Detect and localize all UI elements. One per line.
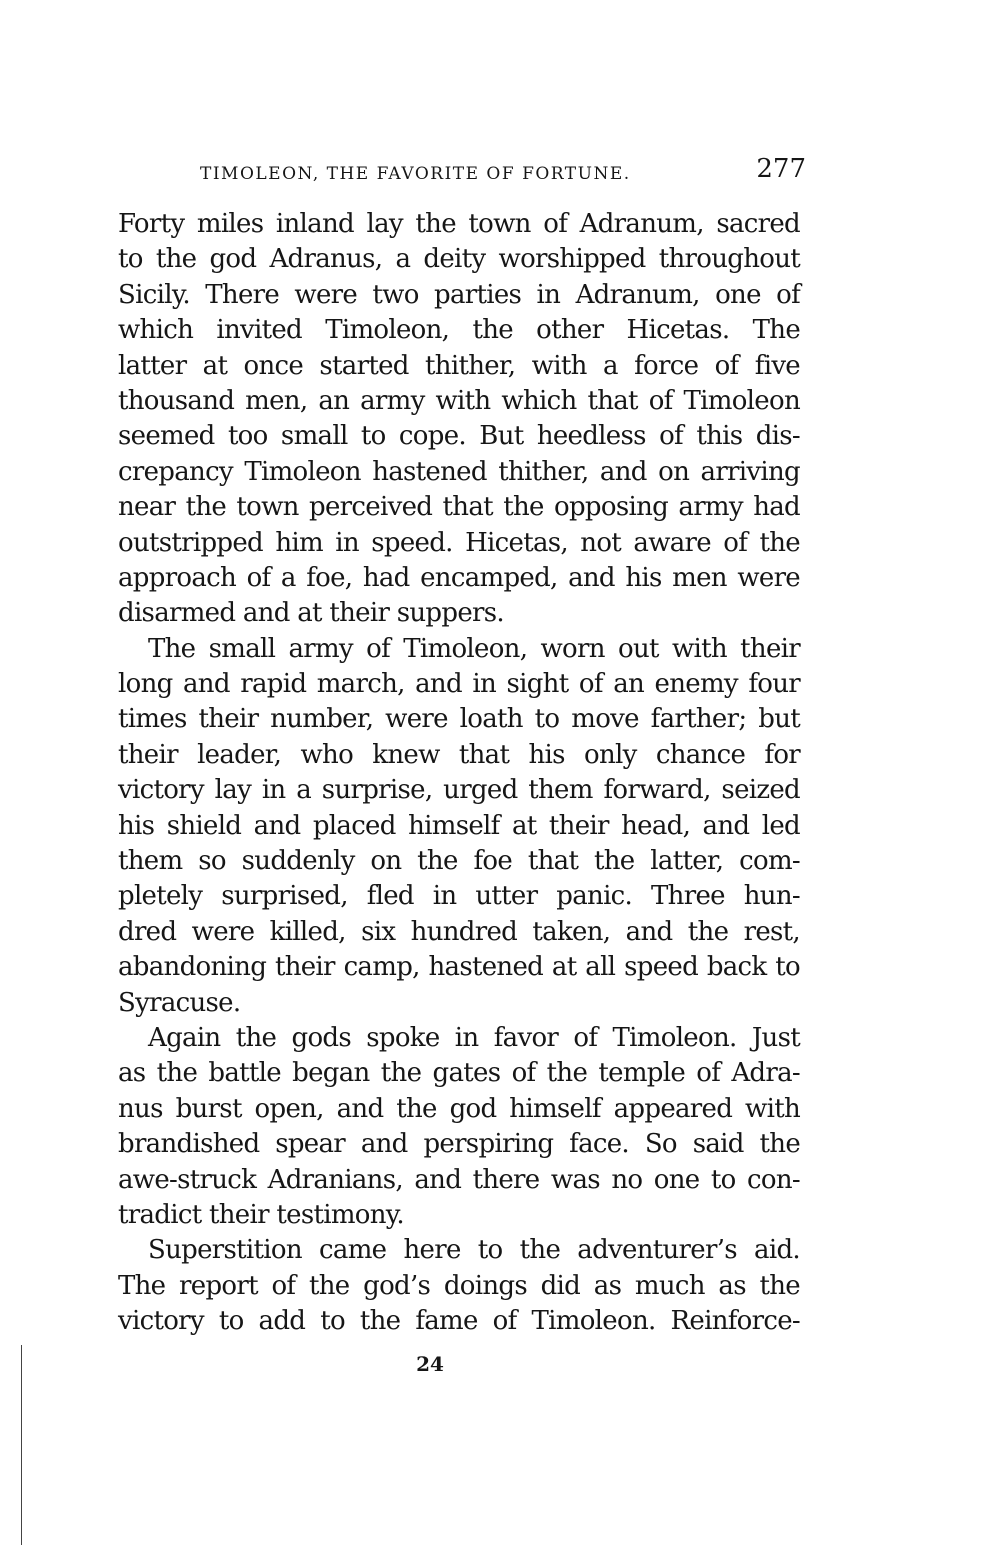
text-line: brandished spear and perspiring face. So said the: [118, 1129, 800, 1160]
text-line: The small army of Timoleon, worn out with their: [148, 633, 800, 664]
text-line: disarmed and at their suppers.: [118, 598, 504, 629]
text-line: near the town perceived that the opposing army had: [118, 492, 800, 523]
running-header: [200, 150, 806, 190]
text-line: their leader, who knew that his only chance for: [118, 739, 800, 770]
signature-mark: 24: [416, 1352, 444, 1376]
text-line: crepancy Timoleon hastened thither, and on arriving: [118, 456, 800, 487]
text-line: pletely surprised, fled in utter panic. Three hun-: [118, 881, 800, 912]
text-line: victory to add to the fame of Timoleon. Reinforce-: [118, 1306, 800, 1337]
paragraph: [118, 1233, 800, 1339]
text-line: tradict their testimony.: [118, 1199, 404, 1230]
page-number: 277: [756, 154, 806, 184]
text-line: awe-struck Adranians, and there was no one to con-: [118, 1164, 800, 1195]
text-line: approach of a foe, had encamped, and his men were: [118, 562, 800, 593]
text-line: Forty miles inland lay the town of Adranum, sacred: [118, 209, 800, 239]
text-line: to the god Adranus, a deity worshipped throughout: [118, 244, 800, 275]
text-line: abandoning their camp, hastened at all speed back to: [118, 952, 800, 983]
text-line: The report of the god’s doings did as much as the: [118, 1270, 800, 1301]
text-line: latter at once started thither, with a force of five: [118, 350, 800, 381]
text-line: dred were killed, six hundred taken, and the rest,: [118, 916, 800, 947]
text-line: which invited Timoleon, the other Hicetas. The: [118, 315, 800, 346]
text-line: thousand men, an army with which that of Timoleon: [118, 385, 800, 416]
text-line: his shield and placed himself at their head, and led: [118, 810, 800, 841]
text-line: as the battle began the gates of the temple of Adra-: [118, 1058, 800, 1089]
paragraph: [118, 207, 800, 632]
text-line: seemed too small to cope. But heedless of this dis-: [118, 421, 800, 452]
text-line: Again the gods spoke in favor of Timoleon. Just: [148, 1022, 800, 1053]
text-line: Superstition came here to the adventurer’s aid.: [148, 1235, 800, 1266]
text-line: them so suddenly on the foe that the latter, com-: [118, 846, 800, 877]
text-line: nus burst open, and the god himself appeared with: [118, 1093, 800, 1124]
running-title: TIMOLEON, THE FAVORITE OF FORTUNE.: [200, 164, 631, 184]
text-line: victory lay in a surprise, urged them forward, seized: [118, 775, 800, 806]
paragraph: [118, 632, 800, 1021]
text-line: long and rapid march, and in sight of an enemy four: [118, 669, 800, 700]
margin-rule: [21, 1345, 22, 1545]
text-line: Sicily. There were two parties in Adranum, one of: [118, 279, 800, 310]
body-text: [118, 207, 800, 1340]
text-line: Syracuse.: [118, 987, 241, 1018]
text-line: times their number, were loath to move farther; but: [118, 704, 800, 735]
text-line: outstripped him in speed. Hicetas, not aware of the: [118, 527, 800, 558]
paragraph: [118, 1021, 800, 1233]
